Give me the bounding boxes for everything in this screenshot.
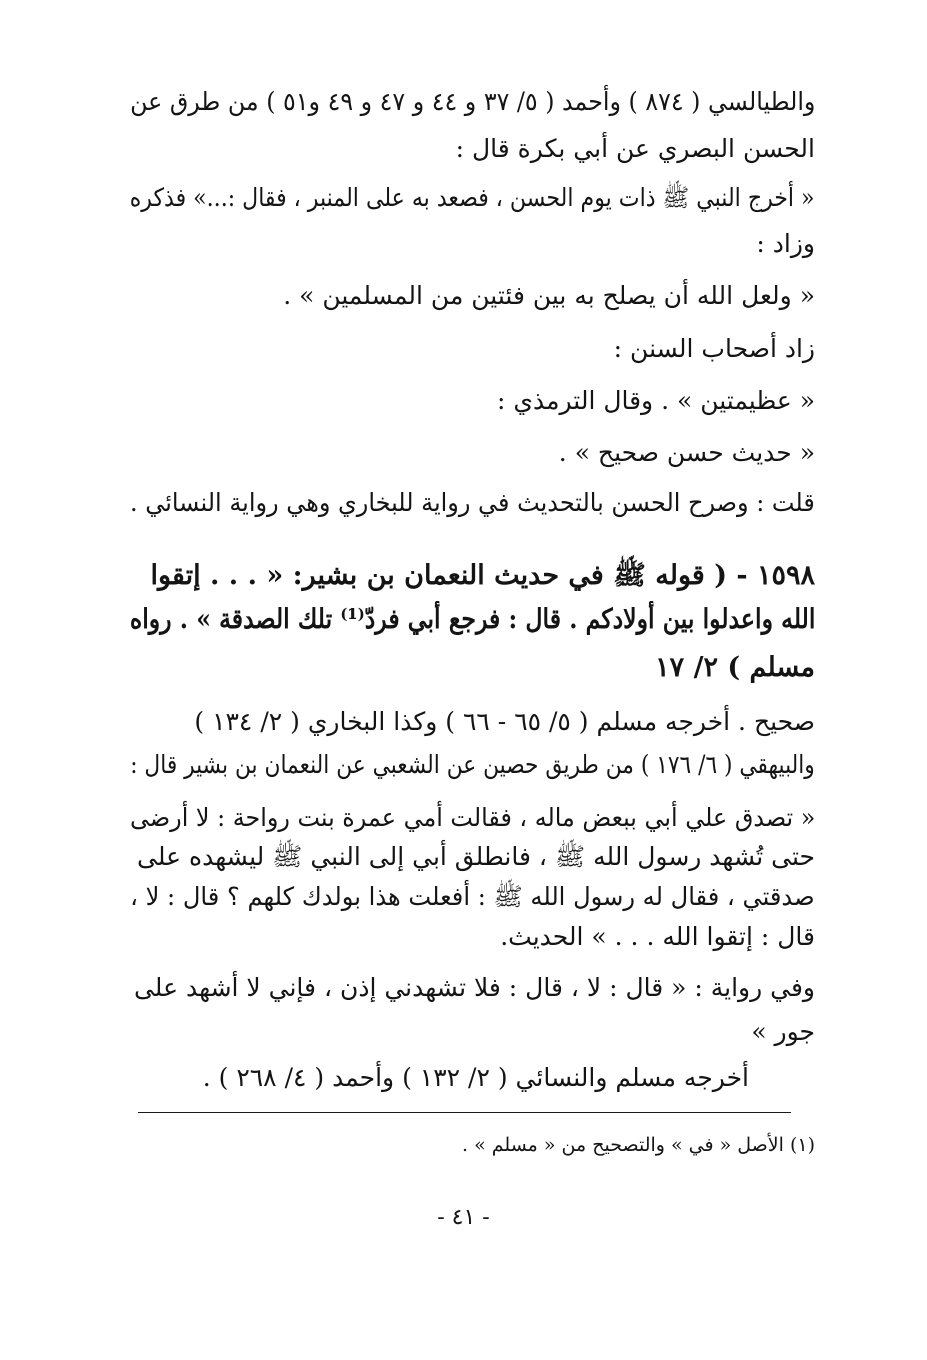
hadith-heading-line: ١٥٩٨ - ( قوله ﷺ في حديث النعمان بن بشير: « . . . إتقوا [150,560,815,591]
text-line: « تصدق علي أبي ببعض ماله ، فقالت أمي عمرة بنت رواحة : لا أرضى [129,803,815,832]
text-line: جور » [751,1017,815,1046]
text-line: قلت : وصرح الحسن بالتحديث في رواية للبخاري وهي رواية النسائي . [130,488,815,517]
page-number: - ٤١ - [437,1205,490,1230]
text-line: صحيح . أخرجه مسلم ( ٥/ ٦٥ - ٦٦ ) وكذا البخاري ( ٢/ ١٣٤ ) [194,707,815,736]
text-line: « ولعل الله أن يصلح به بين فئتين من المسلمين » . [283,281,815,310]
hadith-heading-line: مسلم ) ٢/ ١٧ [655,652,815,683]
text-line: والبيهقي ( ٦/ ١٧٦ ) من طريق حصين عن الشعبي عن النعمان بن بشير قال : [130,750,815,779]
text-line: قال : إتقوا الله . . . » الحديث. [500,922,815,951]
text-line: وزاد : [756,229,815,258]
hadith-heading-line: الله واعدلوا بين أولادكم . قال : فرجع أبي فردّ⁽¹⁾ تلك الصدقة » . رواه [129,604,815,635]
text-line: وفي رواية : « قال : لا ، قال : فلا تشهدني إذن ، فإني لا أشهد على [133,973,815,1002]
text-line: والطيالسي ( ٨٧٤ ) وأحمد ( ٥/ ٣٧ و ٤٤ و ٤٧ و ٤٩ و٥١ ) من طرق عن [129,87,815,116]
footnote-divider [138,1112,791,1113]
text-line: « عظيمتين » . وقال الترمذي : [497,386,815,415]
text-line: زاد أصحاب السنن : [613,334,815,363]
text-line: « حديث حسن صحيح » . [558,438,815,467]
text-line: صدقتي ، فقال له رسول الله ﷺ : أفعلت هذا بولدك كلهم ؟ قال : لا ، [130,882,815,911]
text-line: حتى تُشهد رسول الله ﷺ ، فانطلق أبي إلى النبي ﷺ ليشهده على [137,842,815,871]
text-line: أخرجه مسلم والنسائي ( ٢/ ١٣٢ ) وأحمد ( ٤/ ٢٦٨ ) . [202,1063,749,1092]
text-line: الحسن البصري عن أبي بكرة قال : [455,134,815,163]
text-line: « أخرج النبي ﷺ ذات يوم الحسن ، فصعد به على المنبر ، فقال :...» فذكره [130,183,815,212]
footnote: (١) الأصل « في » والتصحيح من « مسلم » . [462,1134,815,1156]
